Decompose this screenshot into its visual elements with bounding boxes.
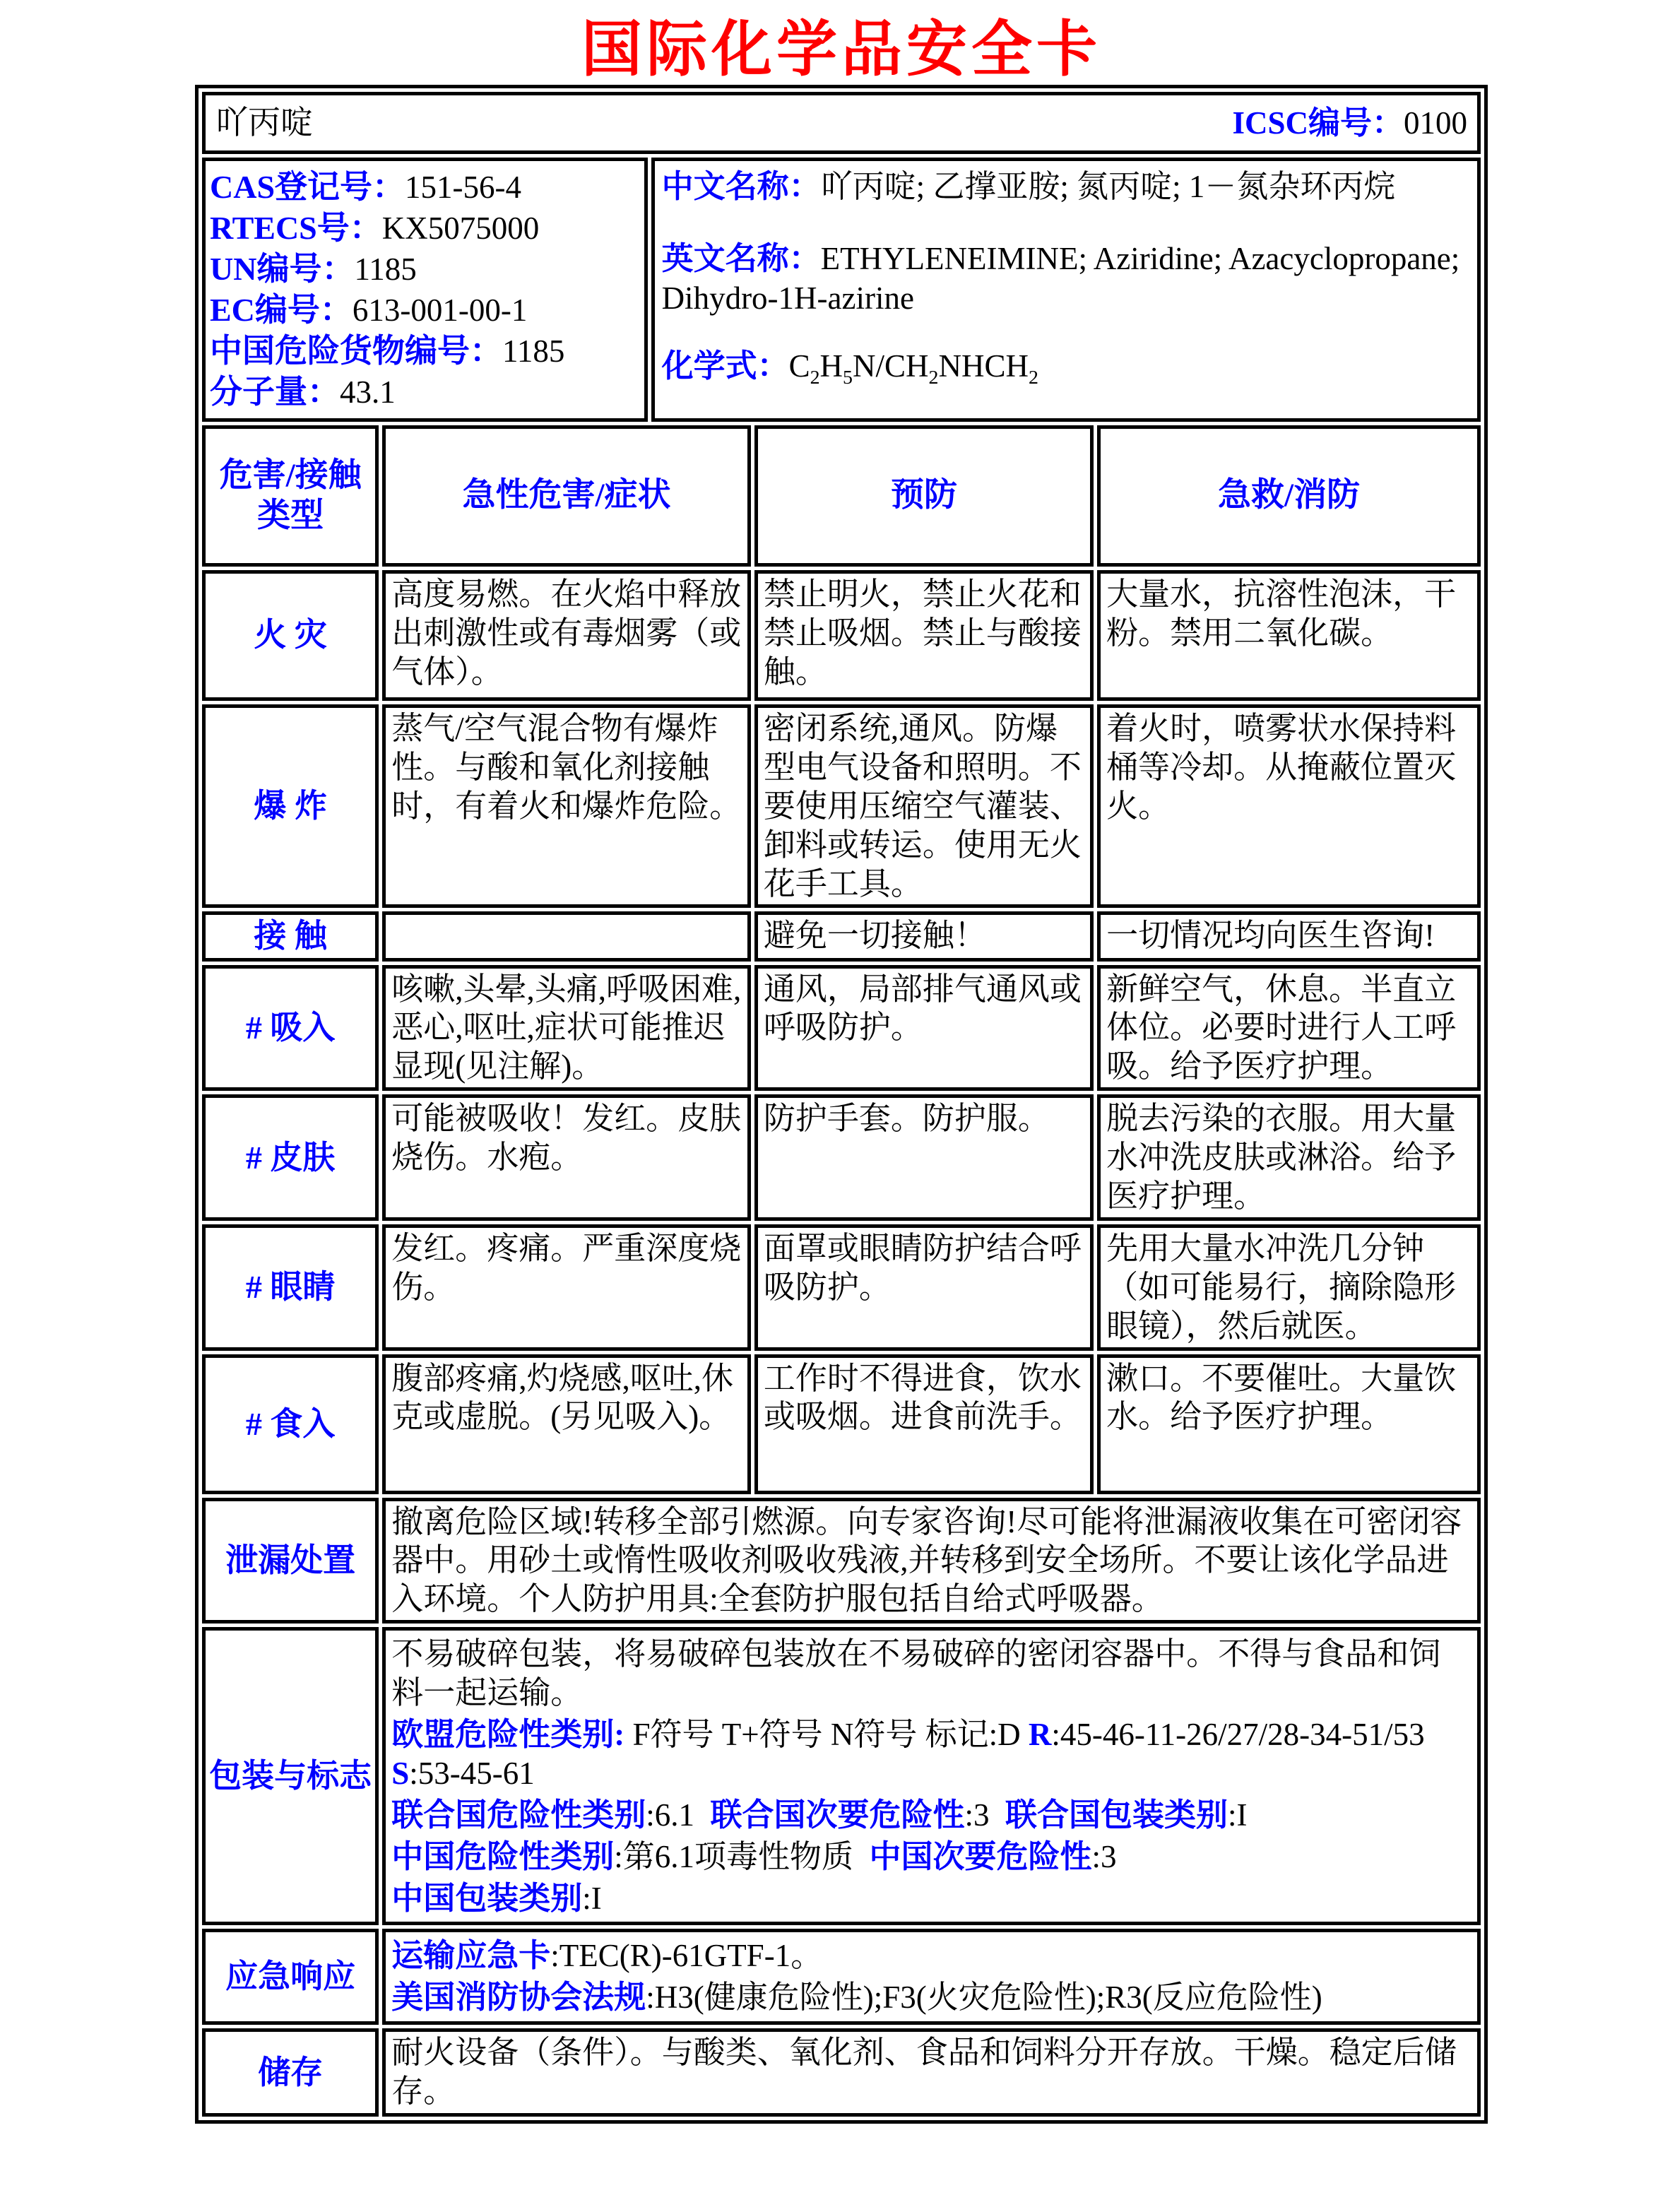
emergency-label: 应急响应 [202,1929,379,2025]
hazard-row-skin [202,1094,1481,1221]
emergency-transport-card: 运输应急卡:TEC(R)-61GTF-1。 [391,1938,823,1974]
eyes-label: # 眼睛 [202,1224,379,1351]
exposure-label: 接 触 [202,911,379,961]
explosion-symptoms: 蒸气/空气混合物有爆炸性。与酸和氧化剂接触时，有着火和爆炸危险。 [382,704,751,908]
hazard-row-fire [202,570,1481,701]
eyes-firstaid: 先用大量水冲洗几分钟（如可能易行，摘除隐形眼镜），然后就医。 [1097,1224,1481,1351]
hazard-row-ingestion [202,1354,1481,1494]
ec-number-value: 613-001-00-1 [352,292,528,328]
explosion-firstaid: 着火时，喷雾状水保持料桶等冷却。从掩蔽位置灭火。 [1097,704,1481,908]
molecular-weight-line [210,372,643,413]
packaging-content [382,1627,1481,1925]
hazard-header-type-line1: 危害/接触 [219,456,362,494]
hazard-row-inhalation [202,965,1481,1092]
explosion-label: 爆 炸 [202,704,379,908]
un-number-value: 1185 [354,252,417,287]
chinese-name-value: 吖丙啶; 乙撑亚胺; 氮丙啶; 1－氮杂环丙烷 [820,169,1396,204]
chemical-formula-value: $C_2H_5N/CH_2NHCH_2$ [788,348,1038,389]
packaging-row [202,1627,1481,1925]
un-number-line [210,249,643,290]
icsc-number-value: 0100 [1404,105,1467,141]
ec-number-line [210,290,643,331]
skin-firstaid: 脱去污染的衣服。用大量水冲洗皮肤或淋浴。给予医疗护理。 [1097,1094,1481,1221]
packaging-eu-classification: 欧盟危险性类别: F符号 T+符号 N符号 标记:D R:45-46-11-26/27/28-34-51/53 S:53-45-61 [391,1717,1449,1791]
cas-number-line [210,167,643,208]
fire-symptoms: 高度易燃。在火焰中释放出刺激性或有毒烟雾（或气体）。 [382,570,751,701]
inhalation-label: # 吸入 [202,965,379,1092]
english-name-paragraph [662,239,1470,318]
spillage-label: 泄漏处置 [202,1498,379,1624]
exposure-symptoms [382,911,751,961]
hazard-row-exposure [202,911,1481,961]
identification-row [202,158,1481,422]
skin-symptoms: 可能被吸收！发红。皮肤烧伤。水疱。 [382,1094,751,1221]
exposure-prevention: 避免一切接触！ [754,911,1094,961]
icsc-card-table [195,85,1488,2124]
fire-firstaid: 大量水，抗溶性泡沫，干粉。禁用二氧化碳。 [1097,570,1481,701]
un-number-label: UN编号： [210,251,355,287]
fire-prevention: 禁止明火，禁止火花和禁止吸烟。禁止与酸接触。 [754,570,1094,701]
exposure-firstaid: 一切情况均向医生咨询! [1097,911,1481,961]
china-dangerous-goods-number-line [210,331,643,372]
eyes-prevention: 面罩或眼睛防护结合呼吸防护。 [754,1224,1094,1351]
chinese-name-paragraph [662,167,1470,206]
packaging-un-classification: 联合国危险性类别:6.1 联合国次要危险性:3 联合国包装类别:I [391,1797,1248,1833]
hazard-row-explosion [202,704,1481,908]
storage-row [202,2028,1481,2117]
rtecs-number-label: RTECS号： [210,210,382,246]
packaging-label: 包装与标志 [202,1627,379,1925]
molecular-weight-label: 分子量： [210,374,340,410]
spillage-row [202,1498,1481,1624]
english-name-label: 英文名称： [661,241,821,276]
emergency-nfpa-code: 美国消防协会法规:H3(健康危险性);F3(火灾危险性);R3(反应危险性) [391,1980,1322,2016]
chemical-formula-paragraph [661,346,1470,389]
packaging-china-classification: 中国危险性类别:第6.1项毒性物质 中国次要危险性:3 [391,1838,1117,1874]
hazard-header-type-line2: 类型 [257,497,324,534]
skin-label: # 皮肤 [202,1094,379,1221]
hazard-header-firstaid: 急救/消防 [1097,425,1481,567]
identification-names-cell [651,158,1481,422]
hazard-header-type [202,425,379,567]
emergency-content [382,1929,1481,2025]
page-title: 国际化学品安全卡 [581,16,1101,83]
rtecs-number-line [210,208,643,249]
hazard-row-eyes [202,1224,1481,1351]
storage-text: 耐火设备（条件）。与酸类、氧化剂、食品和饲料分开存放。干燥。稳定后储存。 [382,2028,1481,2117]
explosion-prevention: 密闭系统,通风。防爆型电气设备和照明。不要使用压缩空气灌装、卸料或转运。使用无火花手工具。 [754,704,1094,908]
storage-label: 储存 [202,2028,379,2117]
spillage-text: 撤离危险区域!转移全部引燃源。向专家咨询!尽可能将泄漏液收集在可密闭容器中。用砂土或惰性吸收剂吸收残液,并转移到安全场所。不要让该化学品进入环境。个人防护用具:全套防护服包括自给式呼吸器。 [382,1498,1481,1624]
icsc-number-label: ICSC编号： [1232,105,1404,141]
english-name-value: ETHYLENEIMINE; Aziridine; Azacyclopropane; Dihydro-1H-azirine [661,241,1460,316]
inhalation-symptoms: 咳嗽,头晕,头痛,呼吸困难,恶心,呕吐,症状可能推迟显现(见注解)。 [382,965,751,1092]
inhalation-firstaid: 新鲜空气，休息。半直立体位。必要时进行人工呼吸。给予医疗护理。 [1097,965,1481,1092]
cas-number-value: 151-56-4 [405,170,522,205]
rtecs-number-value: KX5075000 [381,211,540,246]
packaging-intro: 不易破碎包装，将易破碎包装放在不易破碎的密闭容器中。不得与食品和饲料一起运输。 [391,1636,1441,1711]
skin-prevention: 防护手套。防护服。 [754,1094,1094,1221]
packaging-china-pack-class: 中国包装类别:I [391,1880,602,1916]
icsc-number [1232,104,1467,143]
ingestion-firstaid: 漱口。不要催吐。大量饮水。给予医疗护理。 [1097,1354,1481,1494]
cas-number-label: CAS登记号： [210,169,405,205]
hazard-header-row [202,425,1481,567]
fire-label: 火 灾 [202,570,379,701]
ingestion-label: # 食入 [202,1354,379,1494]
ec-number-label: EC编号： [210,292,353,328]
ingestion-symptoms: 腹部疼痛,灼烧感,呕吐,休克或虚脱。(另见吸入)。 [382,1354,751,1494]
emergency-row [202,1929,1481,2025]
chemical-name: 吖丙啶 [215,104,313,141]
hazard-header-symptoms: 急性危害/症状 [382,425,751,567]
china-dangerous-goods-number-value: 1185 [502,333,565,369]
ingestion-prevention: 工作时不得进食，饮水或吸烟。进食前洗手。 [754,1354,1094,1494]
molecular-weight-value: 43.1 [340,374,396,410]
inhalation-prevention: 通风，局部排气通风或呼吸防护。 [754,965,1094,1092]
eyes-symptoms: 发红。疼痛。严重深度烧伤。 [382,1224,751,1351]
hazard-header-prevention: 预防 [754,425,1094,567]
identification-numbers-cell [202,158,648,422]
name-row [202,92,1481,154]
china-dangerous-goods-number-label: 中国危险货物编号： [210,333,502,369]
name-cell [202,92,1481,154]
chemical-formula-label: 化学式： [661,348,789,384]
chinese-name-label: 中文名称： [661,169,821,204]
